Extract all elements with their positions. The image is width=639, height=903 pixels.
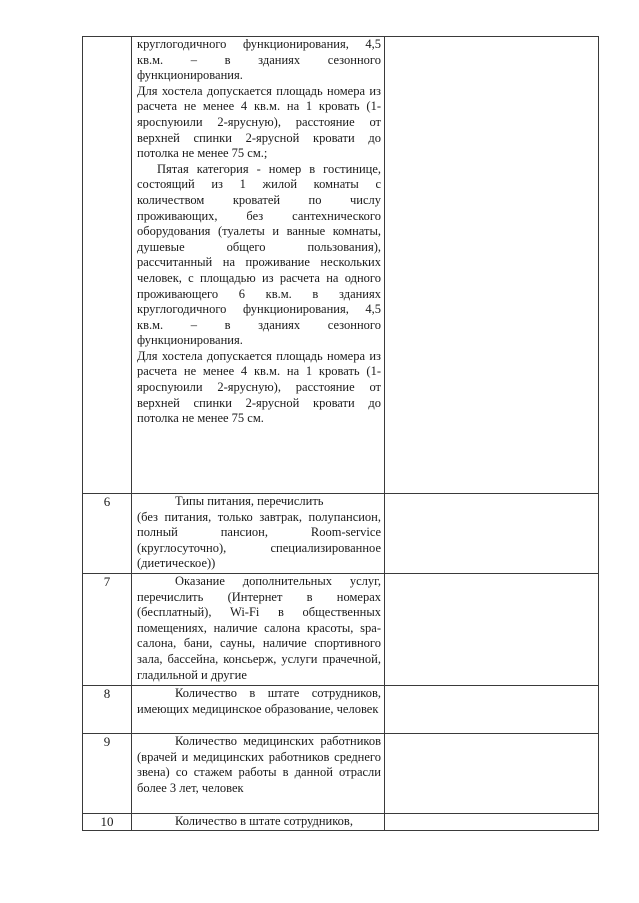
row-number-cell: 6 xyxy=(83,494,132,574)
requirements-table xyxy=(82,36,599,831)
table-row xyxy=(83,494,599,574)
row-value-cell[interactable] xyxy=(385,814,599,831)
description-paragraph: Для хостела допускается площадь номера из расчета не менее 4 кв.м. на 1 кровать (1-яросnуюили 2-ярусную), расстояние от верхней спинки 2-ярусной кровати до потолка не менее 75 см. xyxy=(137,348,381,426)
row-description-cell xyxy=(132,734,385,814)
description-paragraph: Количество медицинских работников (врачей и медицинских работников среднего звена) со стажем работы в данной отрасли более 3 лет, человек xyxy=(137,734,381,795)
row-number-cell xyxy=(83,37,132,494)
table-row xyxy=(83,686,599,734)
description-paragraph: Количество в штате сотрудников, имеющих медицинское образование, человек xyxy=(137,686,381,716)
row-description-cell xyxy=(132,686,385,734)
row-value-cell[interactable] xyxy=(385,734,599,814)
table-row xyxy=(83,734,599,814)
description-paragraph: Пятая категория - номер в гостинице, состоящий из 1 жилой комнаты с количеством кроватей по числу проживающих, без сантехнического оборудования (туалеты и ванные комнаты, душевые общего пользования), рассчитанный на проживание нескольких человек, с площадью из расчета на одного проживающего 6 кв.м. в зданиях круглогодичного функционирования, 4,5 кв.м. – в зданиях сезонного функционирования. xyxy=(137,161,381,348)
description-paragraph: Количество в штате сотрудников, xyxy=(175,814,353,828)
description-paragraph: Типы питания, перечислить xyxy=(175,494,324,508)
row-number-cell: 10 xyxy=(83,814,132,831)
row-value-cell[interactable] xyxy=(385,686,599,734)
table-row xyxy=(83,574,599,686)
description-paragraph: круглогодичного функционирования, 4,5 кв.м. – в зданиях сезонного функционирования. xyxy=(137,37,381,83)
description-paragraph: Для хостела допускается площадь номера из расчета не менее 4 кв.м. на 1 кровать (1-яросnуюили 2-ярусную), расстояние от верхней спинки 2-ярусной кровати до потолка не менее 75 см.; xyxy=(137,83,381,161)
row-description-cell xyxy=(132,37,385,494)
row-value-cell[interactable] xyxy=(385,494,599,574)
row-number-cell: 9 xyxy=(83,734,132,814)
table-row xyxy=(83,37,599,494)
row-number-cell: 8 xyxy=(83,686,132,734)
row-number-cell: 7 xyxy=(83,574,132,686)
row-description-cell xyxy=(132,814,385,831)
description-paragraph: Оказание дополнительных услуг, перечислить (Интернет в номерах (бесплатный), Wi-Fi в общественных помещениях, наличие салона красоты, spa-салона, бани, сауны, наличие спортивного зала, бассейна, консьерж, услуги прачечной, гладильной и другие xyxy=(137,574,381,682)
row-description-cell xyxy=(132,574,385,686)
description-paragraph: (без питания, только завтрак, полупансион, полный пансион, Room-service (круглосуточно), специализированное (диетическое)) xyxy=(137,509,381,571)
row-value-cell[interactable] xyxy=(385,574,599,686)
table-row xyxy=(83,814,599,831)
row-value-cell[interactable] xyxy=(385,37,599,494)
row-description-cell xyxy=(132,494,385,574)
